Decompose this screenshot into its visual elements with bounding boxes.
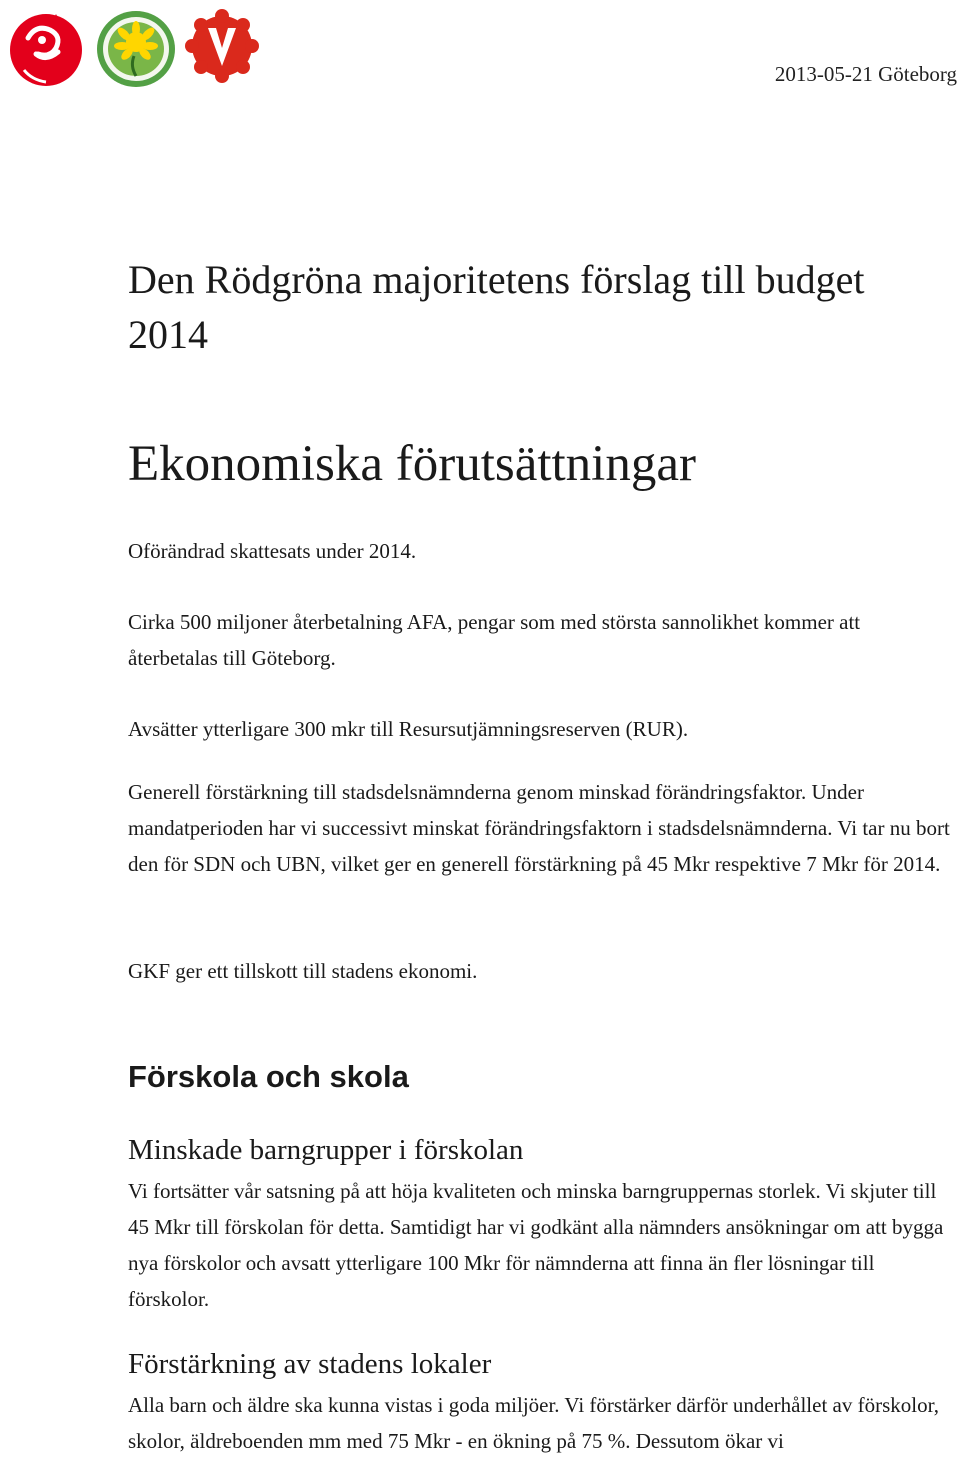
red-rose-logo [6,8,86,88]
paragraph-gkf: GKF ger ett tillskott till stadens ekonomi. [128,959,478,983]
section-heading-economy: Ekonomiska förutsättningar [128,436,696,492]
subheading-preschool: Minskade barngrupper i förskolan [128,1134,524,1166]
document-title: Den Rödgröna majoritetens förslag till budget 2014 [128,257,865,357]
paragraph-afa: Cirka 500 miljoner återbetalning AFA, pengar som med största sannolikhet kommer att återbetalas till Göteborg. [128,610,861,670]
paragraph-tax-rate: Oförändrad skattesats under 2014. [128,539,417,563]
subheading-premises: Förstärkning av stadens lokaler [128,1348,492,1380]
section-heading-school: Förskola och skola [128,1059,409,1094]
party-logos [6,8,266,90]
paragraph-rur: Avsätter ytterligare 300 mkr till Resursutjämningsreserven (RUR). [128,717,689,741]
paragraph-preschool: Vi fortsätter vår satsning på att höja kvaliteten och minska barngruppernas storlek. Vi skjuter till 45 Mkr till förskolan för detta. Samtidigt har vi godkänt alla nämnders ansökningar om att bygga nya förskolor och avsatt ytterligare 100 Mkr för nämnderna att finna än fler lösningar till förskolor. [128,1179,944,1311]
dandelion-logo [94,8,178,90]
document-date: 2013-05-21 Göteborg [774,62,957,86]
paragraph-premises: Alla barn och äldre ska kunna vistas i goda miljöer. Vi förstärker därför underhållet av förskolor, skolor, äldreboenden mm med 75 Mkr - en ökning på 75 %. Dessutom ökar vi [128,1393,940,1453]
paragraph-district-boost: Generell förstärkning till stadsdelsnämnderna genom minskad förändringsfaktor. Under mandatperioden har vi successivt minskat förändringsfaktorn i stadsdelsnämnderna. Vi tar nu bort den för SDN och UBN, vilket ger en generell förstärkning på 45 Mkr respektive 7 Mkr för 2014. [128,780,950,876]
v-carnation-logo [184,8,260,84]
